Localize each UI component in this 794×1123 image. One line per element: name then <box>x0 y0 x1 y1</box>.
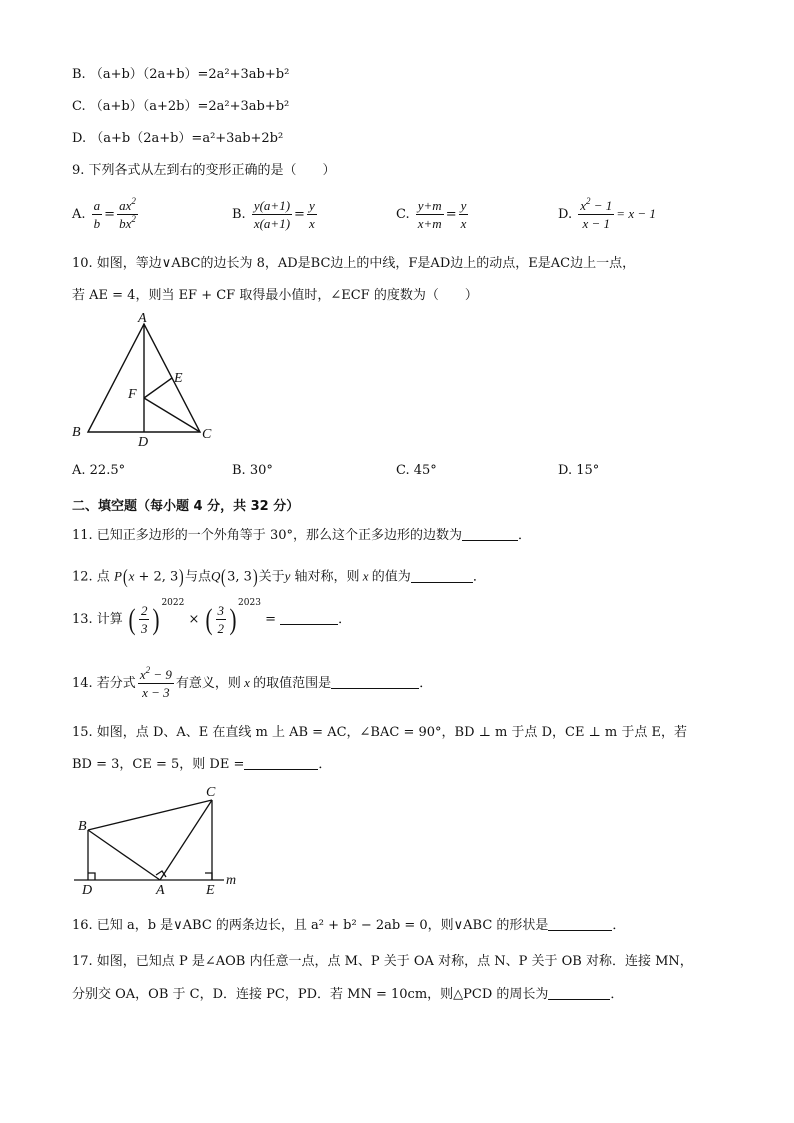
q10-option-a: A. 22.5° <box>72 463 126 478</box>
label-d: D <box>82 883 93 898</box>
q15-figure <box>72 782 252 900</box>
answer-blank[interactable] <box>548 987 610 1000</box>
q13-text: 13. 计算 <box>72 612 123 627</box>
q9-option-b-label: B. <box>232 207 246 222</box>
right-angle-e <box>205 873 212 880</box>
q14-text-a: 14. 若分式 <box>72 676 136 691</box>
answer-blank[interactable] <box>548 918 612 931</box>
label-e: E <box>206 883 215 898</box>
q11-text: 11. 已知正多边形的一个外角等于 30°，那么这个正多边形的边数为 <box>72 528 462 543</box>
segment-ba <box>88 830 160 880</box>
q9-stem: 9. 下列各式从左到右的变形正确的是（ ） <box>72 163 336 178</box>
q10-option-c: C. 45° <box>396 463 437 478</box>
q9-option-a: A. $\frac{a}{b}$ = $\frac{ax^2}{bx^2}$ <box>72 196 136 231</box>
segment-fe <box>144 378 172 398</box>
label-a: A <box>138 312 147 326</box>
label-a: A <box>156 883 165 898</box>
right-angle-d <box>88 873 95 880</box>
q15-line1: 15. 如图，点 D、A、E 在直线 m 上 AB = AC，∠BAC = 90°，BD ⊥ m 于点 D，CE ⊥ m 于点 E，若 <box>72 725 687 740</box>
q12-text-b: 与点 <box>185 569 212 585</box>
q10-line1: 10. 如图，等边∨ABC的边长为 8，AD是BC边上的中线，F是AD边上的动点，E是AC边上一点， <box>72 256 636 271</box>
q16: 16. 已知 a，b 是∨ABC 的两条边长，且 a² + b² − 2ab = 0，则∨ABC 的形状是 ． <box>72 918 626 933</box>
answer-blank[interactable] <box>280 612 338 625</box>
label-c: C <box>202 427 212 442</box>
q15-line2-text: BD = 3，CE = 5，则 DE = <box>72 757 245 772</box>
q14-text-c: 的取值范围是 <box>253 676 332 691</box>
q16-text: 16. 已知 a，b 是∨ABC 的两条边长，且 a² + b² − 2ab = 0，则∨ABC 的形状是 <box>72 918 549 933</box>
q10-option-d: D. 15° <box>558 463 600 478</box>
q12-text-d: 轴对称，则 <box>294 569 360 585</box>
section-fill-in-title: 二、填空题（每小题 4 分，共 32 分） <box>72 499 300 514</box>
q9-option-d-label: D. <box>558 207 573 222</box>
q9-option-d: D. $\frac{x^2 - 1}{x - 1}$ = x − 1 <box>558 196 656 231</box>
answer-blank[interactable] <box>411 570 473 583</box>
q11: 11. 已知正多边形的一个外角等于 30°，那么这个正多边形的边数为 ． <box>72 528 531 543</box>
label-c: C <box>206 785 216 800</box>
q14: 14. 若分式 $\frac{x^2 - 9}{x - 3}$ 有意义，则 x 的取值范围是 ． <box>72 665 433 700</box>
label-d: D <box>138 435 149 450</box>
q17-line1: 17. 如图，已知点 P 是∠AOB 内任意一点，点 M、P 关于 OA 对称，点 N、P 关于 OB 对称．连接 MN， <box>72 954 693 969</box>
label-b: B <box>72 425 81 440</box>
q8-option-b: B. （a+b）（2a+b）=2a²+3ab+b² <box>72 67 290 82</box>
q14-text-b: 有意义，则 <box>175 676 241 691</box>
q9-option-c-label: C. <box>396 207 410 222</box>
answer-blank[interactable] <box>331 676 419 689</box>
q8-option-c: C. （a+b）（a+2b）=2a²+3ab+b² <box>72 99 290 114</box>
answer-blank[interactable] <box>244 757 318 770</box>
q12-text-a: 12. 点 <box>72 569 110 585</box>
label-b: B <box>78 819 87 834</box>
answer-blank[interactable] <box>462 528 518 541</box>
q17-line2: 分别交 OA，OB 于 C，D．连接 PC，PD．若 MN = 10cm，则△PCD 的周长为 ． <box>72 987 624 1002</box>
q12: 12. 点 P(x + 2, 3)与点Q(3, 3)关于y 轴对称，则 x 的值为 ． <box>72 566 486 588</box>
q10-line2: 若 AE = 4，则当 EF + CF 取得最小值时，∠ECF 的度数为（ ） <box>72 288 478 303</box>
q10-option-b: B. 30° <box>232 463 273 478</box>
label-m: m <box>226 873 237 888</box>
segment-ac <box>160 800 212 880</box>
q12-text-c: 关于 <box>258 569 285 585</box>
q12-text-e: 的值为 <box>371 569 411 585</box>
label-f: F <box>128 387 137 402</box>
q9-option-b: B. $\frac{y(a+1)}{x(a+1)}$ = $\frac{y}{x}$ <box>232 198 315 231</box>
q9-option-a-label: A. <box>72 207 86 222</box>
q17-line2-text: 分别交 OA，OB 于 C，D．连接 PC，PD．若 MN = 10cm，则△PCD 的周长为 <box>72 987 549 1002</box>
q15-line2: BD = 3，CE = 5，则 DE = ． <box>72 757 332 772</box>
q13: 13. 计算 ( $\frac{2}{3}$ ) $^{2022}$ × ( $\frac{3}{2}$ ) $^{2023}$ = ． <box>72 598 352 636</box>
label-e: E <box>174 371 183 386</box>
segment-bc <box>88 800 212 830</box>
q10-triangle-figure <box>68 312 228 452</box>
q8-option-d: D. （a+b（2a+b）=a²+3ab+2b² <box>72 131 284 146</box>
q9-option-c: C. $\frac{y+m}{x+m}$ = $\frac{y}{x}$ <box>396 198 467 231</box>
